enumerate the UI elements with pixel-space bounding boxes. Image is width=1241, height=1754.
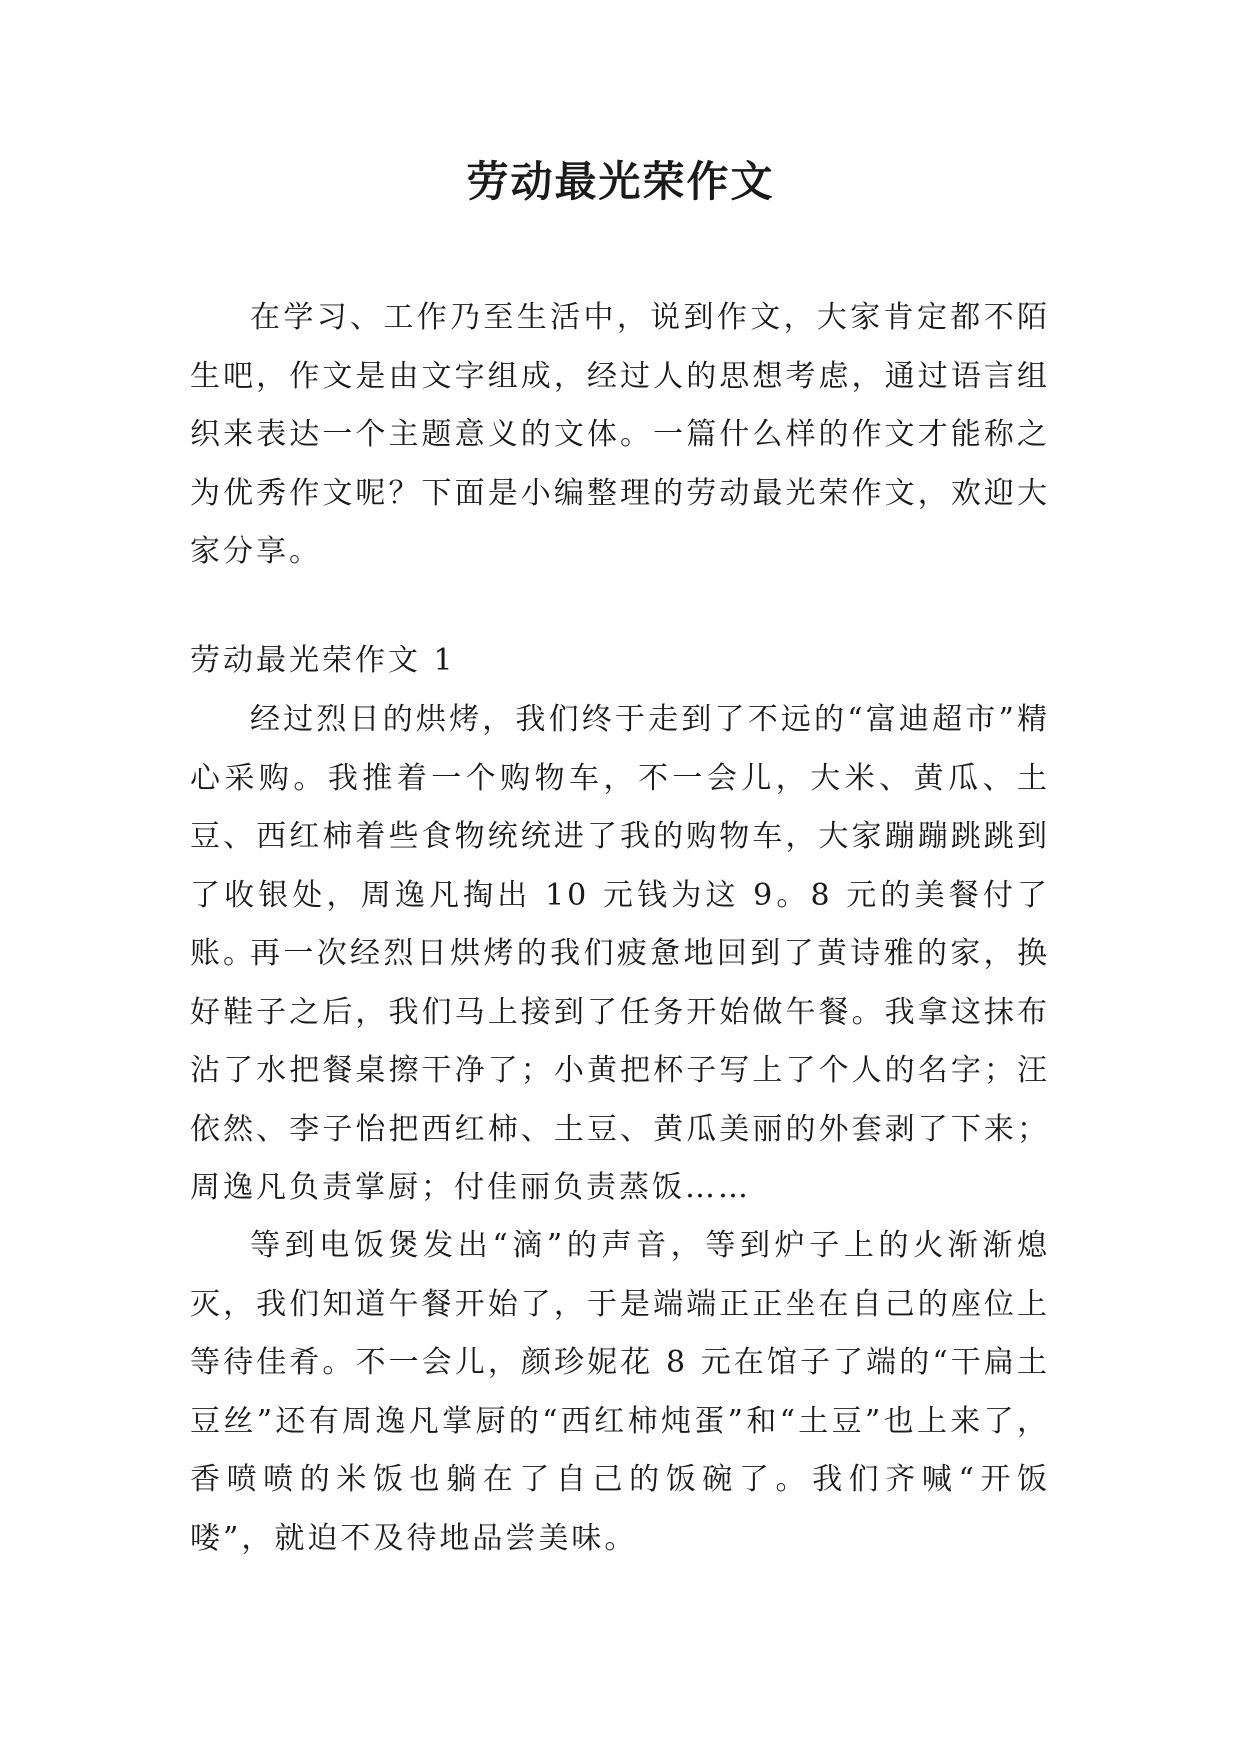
body-paragraph: 等到电饭煲发出“滴”的声音，等到炉子上的火渐渐熄灭，我们知道午餐开始了，于是端端正正坐在自己的座位上等待佳肴。不一会儿，颜珍妮花 8 元在馆子了端的“干扁土豆丝”还有周逸凡掌厨的“西红柿炖蛋”和“土豆”也上来了，香喷喷的米饭也躺在了自己的饭碗了。我们齐喊“开饭喽”，就迫不及待地品尝美味。 (190, 1228, 1050, 1556)
section-heading: 劳动最光荣作文 1 (190, 643, 456, 678)
intro-paragraph: 在学习、工作乃至生活中，说到作文，大家肯定都不陌生吧，作文是由文字组成，经过人的思想考虑，通过语言组织来表达一个主题意义的文体。一篇什么样的作文才能称之为优秀作文呢？下面是小编整理的劳动最光荣作文，欢迎大家分享。 (190, 300, 1050, 569)
body-paragraph: 再一次经烈日烘烤的我们疲惫地回到了黄诗雅的家，换好鞋子之后，我们马上接到了任务开始做午餐。我拿这抹布沾了水把餐桌擦干净了；小黄把杯子写上了个人的名字；汪依然、李子怡把西红柿、土豆、黄瓜美丽的外套剥了下来；周逸凡负责掌厨；付佳丽负责蒸饭…… (190, 936, 1050, 1205)
document-title: 劳动最光荣作文 (466, 157, 775, 206)
body-paragraph: 经过烈日的烘烤，我们终于走到了不远的“富迪超市”精心采购。我推着一个购物车，不一会儿，大米、黄瓜、土豆、西红柿着些食物统统进了我的购物车，大家蹦蹦跳跳到了收银处，周逸凡掏出 10 元钱为这 9。8 元的美餐付了账。 (190, 702, 1050, 971)
